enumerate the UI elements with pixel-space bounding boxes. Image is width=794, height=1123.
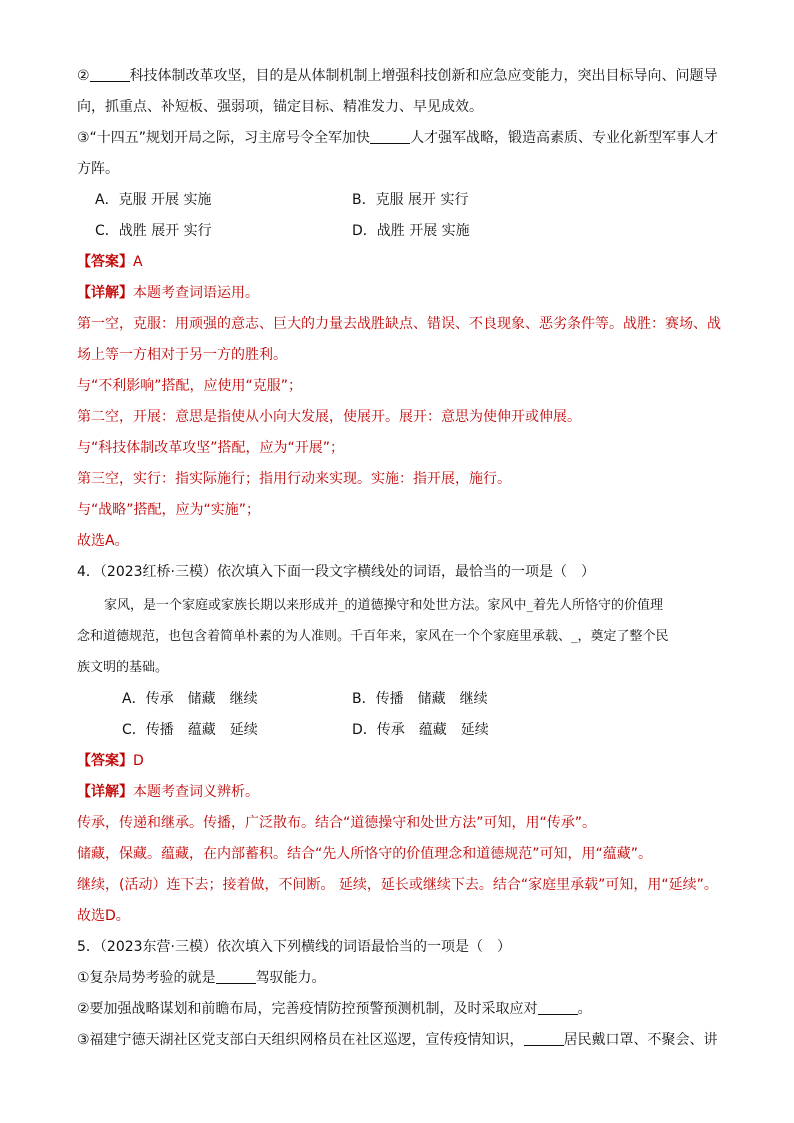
q3-explanation-line: 与“不利影响”搭配，应使用“克服”；: [77, 378, 303, 394]
fill-blank: [216, 969, 256, 984]
q4-answer: 【答案】D: [77, 753, 144, 769]
q4-passage-line: 家风，是一个家庭或家族长期以来形成并_的道德操守和处世方法。家风中_着先人所恪守的价值理: [104, 598, 664, 613]
fill-blank: [370, 129, 410, 144]
q3-conclusion: 故选A。: [77, 533, 129, 549]
q3-detail: 【详解】本题考查词语运用。: [77, 285, 259, 301]
q4-passage-line: 族文明的基础。: [77, 660, 169, 675]
q3-item2-line1: ② 科技体制改革攻坚，目的是从体制机制上增强科技创新和应急应变能力，突出目标导向、问题导: [77, 68, 718, 84]
q4-detail: 【详解】本题考查词义辨析。: [77, 784, 259, 800]
q4-option-c: C．传播 蕴藏 延续: [122, 722, 258, 738]
q4-explanation-line: 传承，传递和继承。传播，广泛散布。结合“道德操守和处世方法”可知，用“传承”。: [77, 815, 597, 831]
q3-answer: 【答案】A: [77, 254, 143, 270]
q5-item2: ②要加强战略谋划和前瞻布局，完善疫情防控预警预测机制，及时采取应对 。: [77, 1001, 592, 1017]
q3-option-c: C．战胜 展开 实行: [95, 223, 212, 239]
q5-item1: ①复杂局势考验的就是 驾驭能力。: [77, 970, 326, 986]
fill-blank: [538, 1000, 578, 1015]
q3-explanation-line: 第一空，克服：用顽强的意志、巨大的力量去战胜缺点、错误、不良现象、恶劣条件等。战胜：赛场、战: [77, 316, 721, 332]
q5-item3: ③福建宁德天湖社区党支部白天组织网格员在社区巡逻，宣传疫情知识， 居民戴口罩、不聚会、讲: [77, 1032, 718, 1048]
q4-stem: 4．（2023红桥·三模）依次填入下面一段文字横线处的词语，最恰当的一项是（ ）: [77, 564, 595, 580]
q5-stem: 5．（2023东营·三模）依次填入下列横线的词语最恰当的一项是（ ）: [77, 939, 511, 955]
q4-passage-line: 念和道德规范，也包含着简单朴素的为人准则。千百年来，家风在一个个家庭里承载、_，奠定了整个民: [77, 629, 669, 644]
q3-explanation-line: 第三空，实行：指实际施行；指用行动来实现。实施：指开展，施行。: [77, 471, 511, 487]
q3-item3-line2: 方阵。: [77, 161, 119, 177]
q4-option-d: D．传承 蕴藏 延续: [352, 722, 489, 738]
q3-item2-line2: 向，抓重点、补短板、强弱项，锚定目标、精准发力、早见成效。: [77, 99, 483, 115]
q3-option-a: A．克服 开展 实施: [95, 192, 212, 208]
q4-option-b: B．传播 储藏 继续: [352, 691, 488, 707]
q3-explanation-line: 与“战略”搭配，应为“实施”；: [77, 502, 261, 518]
fill-blank: [90, 67, 130, 82]
q3-option-d: D．战胜 开展 实施: [352, 223, 470, 239]
q4-explanation-line: 储藏，保藏。蕴藏，在内部蓄积。结合“先人所恪守的价值理念和道德规范”可知，用“蕴藏”。: [77, 846, 653, 862]
q4-option-a: A．传承 储藏 继续: [122, 691, 258, 707]
q3-item3-line1: ③“十四五”规划开局之际，习主席号令全军加快 人才强军战略，锻造高素质、专业化新型军事人才: [77, 130, 719, 146]
q3-explanation-line: 场上等一方相对于另一方的胜利。: [77, 347, 287, 363]
q4-conclusion: 故选D。: [77, 908, 130, 924]
fill-blank: [524, 1031, 564, 1046]
q3-explanation-line: 第二空，开展：意思是指使从小向大发展，使展开。展开：意思为使伸开或伸展。: [77, 409, 581, 425]
q4-explanation-line: 继续，(活动）连下去；接着做，不间断。 延续，延长或继续下去。结合“家庭里承载”可知，用“延续”。: [77, 877, 718, 893]
q3-explanation-line: 与“科技体制改革攻坚”搭配，应为“开展”；: [77, 440, 345, 456]
q3-option-b: B．克服 展开 实行: [352, 192, 469, 208]
